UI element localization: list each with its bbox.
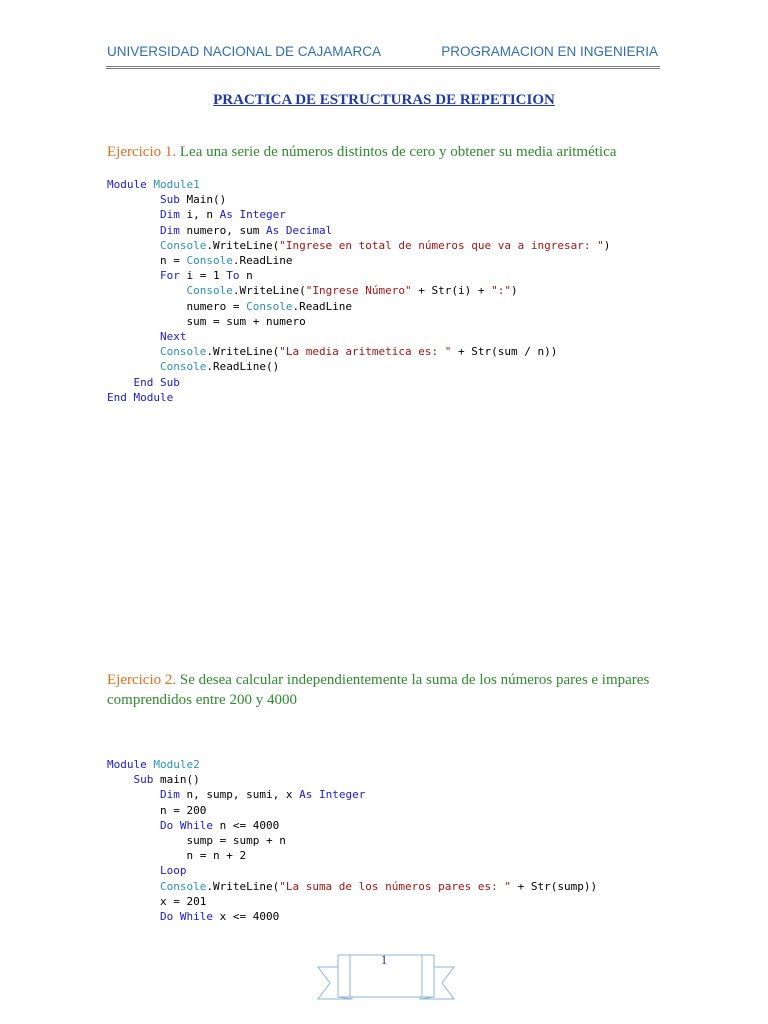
code-line: n = n + 2 [186,849,247,863]
exercise-2-label: Ejercicio 2. [107,672,177,688]
exercise-1-label: Ejercicio 1. [107,144,177,160]
page-title: PRACTICA DE ESTRUCTURAS DE REPETICION [213,92,555,108]
code-line: sump = sump + n [186,834,286,848]
exercise-1-text: Lea una serie de números distintos de cero y obtener su media aritmética [179,144,617,160]
code-line: Console.ReadLine() [159,360,280,374]
code-line: sum = sum + numero [186,314,306,328]
header-university: UNIVERSIDAD NACIONAL DE CAJAMARCA [107,44,382,59]
page-number: 1 [380,952,388,967]
code-line: Sub Main() [159,193,227,207]
exercise-1-statement [107,142,667,162]
code-line: Do While x <= 4000 [159,910,280,924]
code-line: End Module [107,390,174,404]
header-course: PROGRAMACION EN INGENIERIA [441,44,658,59]
code-line: For i = 1 To n [159,269,253,283]
exercise-2-text: Se desea calcular independientemente la suma de los números pares e impares comprendidos entre 200 y 4000 [107,672,650,708]
code-line: Dim n, sump, sumi, x As Integer [159,788,366,802]
code-line: Dim numero, sum As Decimal [159,223,333,237]
code-line: Next [159,330,187,344]
exercise-1-code [107,177,610,405]
code-line: Console.WriteLine("Ingrese Número" + Str(i) + ":") [186,284,518,298]
header-divider [106,66,660,69]
code-line: Module Module2 [107,758,200,771]
code-line: Dim i, n As Integer [159,208,286,222]
code-line: Sub main() [133,773,200,787]
code-line: Console.WriteLine("Ingrese en total de números que va a ingresar: ") [159,238,611,252]
code-line: End Sub [133,375,180,389]
code-line: Module Module1 [107,178,200,191]
code-line: Console.WriteLine("La media aritmetica es: " + Str(sum / n)) [159,345,558,359]
code-line: n = 200 [159,803,207,817]
code-line: numero = Console.ReadLine [186,299,353,313]
code-line: x = 201 [159,894,207,908]
exercise-2-code [107,757,597,924]
code-line: Console.WriteLine("La suma de los números pares es: " + Str(sump)) [159,879,598,893]
code-line: n = Console.ReadLine [159,254,293,268]
exercise-2-statement [107,670,667,710]
code-line: Do While n <= 4000 [159,818,280,832]
code-line: Loop [159,864,187,878]
